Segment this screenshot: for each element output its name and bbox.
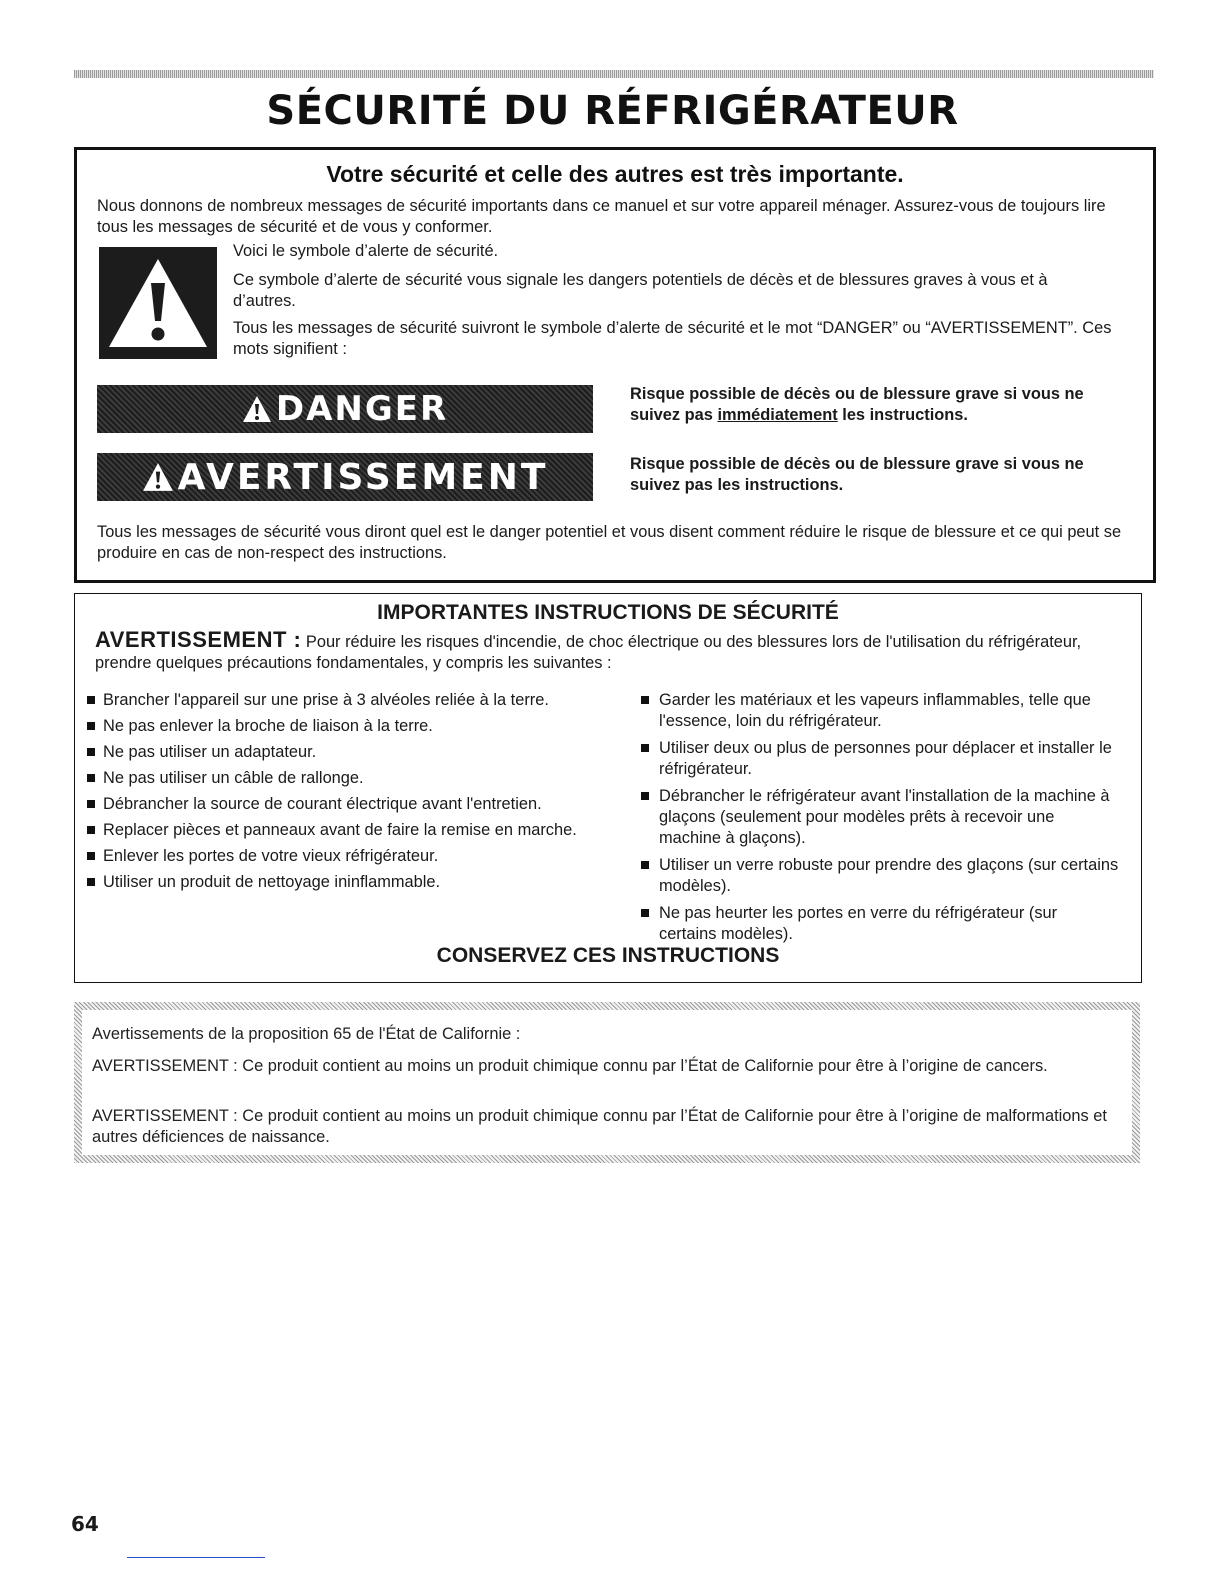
safety-outro: Tous les messages de sécurité vous diront quel est le danger potentiel et vous disent comment réduire le risque de blessure et ce qui peut se produire en cas de non-respect des instructions. — [97, 523, 1122, 562]
warning-triangle-icon — [142, 462, 174, 492]
list-item: Utiliser un verre robuste pour prendre des glaçons (sur certains modèles). — [639, 855, 1119, 897]
instructions-heading: IMPORTANTES INSTRUCTIONS DE SÉCURITÉ — [377, 601, 839, 624]
list-item: Garder les matériaux et les vapeurs inflammables, telle que l'essence, loin du réfrigérateur. — [639, 690, 1119, 732]
list-item: Brancher l'appareil sur une prise à 3 alvéoles reliée à la terre. — [85, 690, 645, 711]
prop65-title: Avertissements de la proposition 65 de l'État de Californie : — [92, 1025, 521, 1043]
safety-heading: Votre sécurité et celle des autres est très importante. — [326, 161, 904, 187]
list-item: Débrancher le réfrigérateur avant l'installation de la machine à glaçons (seulement pour modèles prêts à recevoir une machine à glaçons). — [639, 786, 1119, 849]
warning-description: Risque possible de décès ou de blessure grave si vous ne suivez pas les instructions. — [630, 455, 1084, 494]
list-item: Enlever les portes de votre vieux réfrigérateur. — [85, 846, 645, 867]
page-number: 64 — [71, 1512, 99, 1536]
safety-intro: Nous donnons de nombreux messages de sécurité importants dans ce manuel et sur votre appareil ménager. Assurez-vous de toujours lire tous les messages de sécurité et de vous y conformer. — [97, 197, 1106, 236]
list-item: Ne pas enlever la broche de liaison à la terre. — [85, 716, 645, 737]
list-item: Utiliser deux ou plus de personnes pour déplacer et installer le réfrigérateur. — [639, 738, 1119, 780]
prop65-box — [74, 1002, 1140, 1163]
instructions-warning — [95, 629, 1115, 674]
symbol-line-1: Voici le symbole d’alerte de sécurité. — [233, 242, 499, 260]
list-item: Replacer pièces et panneaux avant de faire la remise en marche. — [85, 820, 645, 841]
symbol-line-3: Tous les messages de sécurité suivront le symbole d’alerte de sécurité et le mot “DANGER” ou “AVERTISSEMENT”. Ces mots signifient : — [233, 319, 1112, 358]
prop65-warning-birth: AVERTISSEMENT : Ce produit contient au moins un produit chimique connu par l’État de Californie pour être à l’origine de malformations et autres déficiences de naissance. — [92, 1107, 1107, 1146]
warning-banner — [97, 453, 593, 501]
bottom-divider — [127, 1557, 265, 1558]
instructions-box — [74, 593, 1142, 983]
danger-text-emphasis: immédiatement — [717, 406, 838, 424]
warning-label: AVERTISSEMENT — [177, 456, 549, 498]
list-item: Débrancher la source de courant électrique avant l'entretien. — [85, 794, 645, 815]
top-divider — [74, 70, 1154, 78]
danger-description — [630, 384, 1135, 426]
danger-label: DANGER — [275, 389, 449, 429]
warning-triangle-icon — [242, 395, 272, 423]
instructions-left-list — [85, 690, 645, 898]
instructions-footer: CONSERVEZ CES INSTRUCTIONS — [436, 944, 780, 967]
symbol-line-2: Ce symbole d’alerte de sécurité vous signale les dangers potentiels de décès et de blessures graves à vous et à d’autres. — [233, 271, 1048, 310]
safety-box — [74, 147, 1156, 583]
danger-banner — [97, 385, 593, 433]
danger-text-post: les instructions. — [842, 406, 968, 424]
prop65-warning-cancer: AVERTISSEMENT : Ce produit contient au moins un produit chimique connu par l’État de Californie pour être à l’origine de cancers. — [92, 1057, 1048, 1075]
instructions-right-list — [639, 690, 1119, 951]
list-item: Utiliser un produit de nettoyage ininflammable. — [85, 872, 645, 893]
instructions-warning-text: Pour réduire les risques d'incendie, de choc électrique ou des blessures lors de l'utilisation du réfrigérateur, prendre quelques précautions fondamentales, y compris les suivantes : — [95, 633, 1082, 672]
instructions-warning-label: AVERTISSEMENT : — [95, 627, 302, 652]
danger-text-pre: Risque possible de décès ou de blessure grave si vous ne suivez pas — [630, 385, 1084, 424]
safety-alert-icon — [99, 247, 217, 359]
list-item: Ne pas heurter les portes en verre du réfrigérateur (sur certains modèles). — [639, 903, 1119, 945]
list-item: Ne pas utiliser un adaptateur. — [85, 742, 645, 763]
page-title: SÉCURITÉ DU RÉFRIGÉRATEUR — [266, 88, 959, 134]
list-item: Ne pas utiliser un câble de rallonge. — [85, 768, 645, 789]
